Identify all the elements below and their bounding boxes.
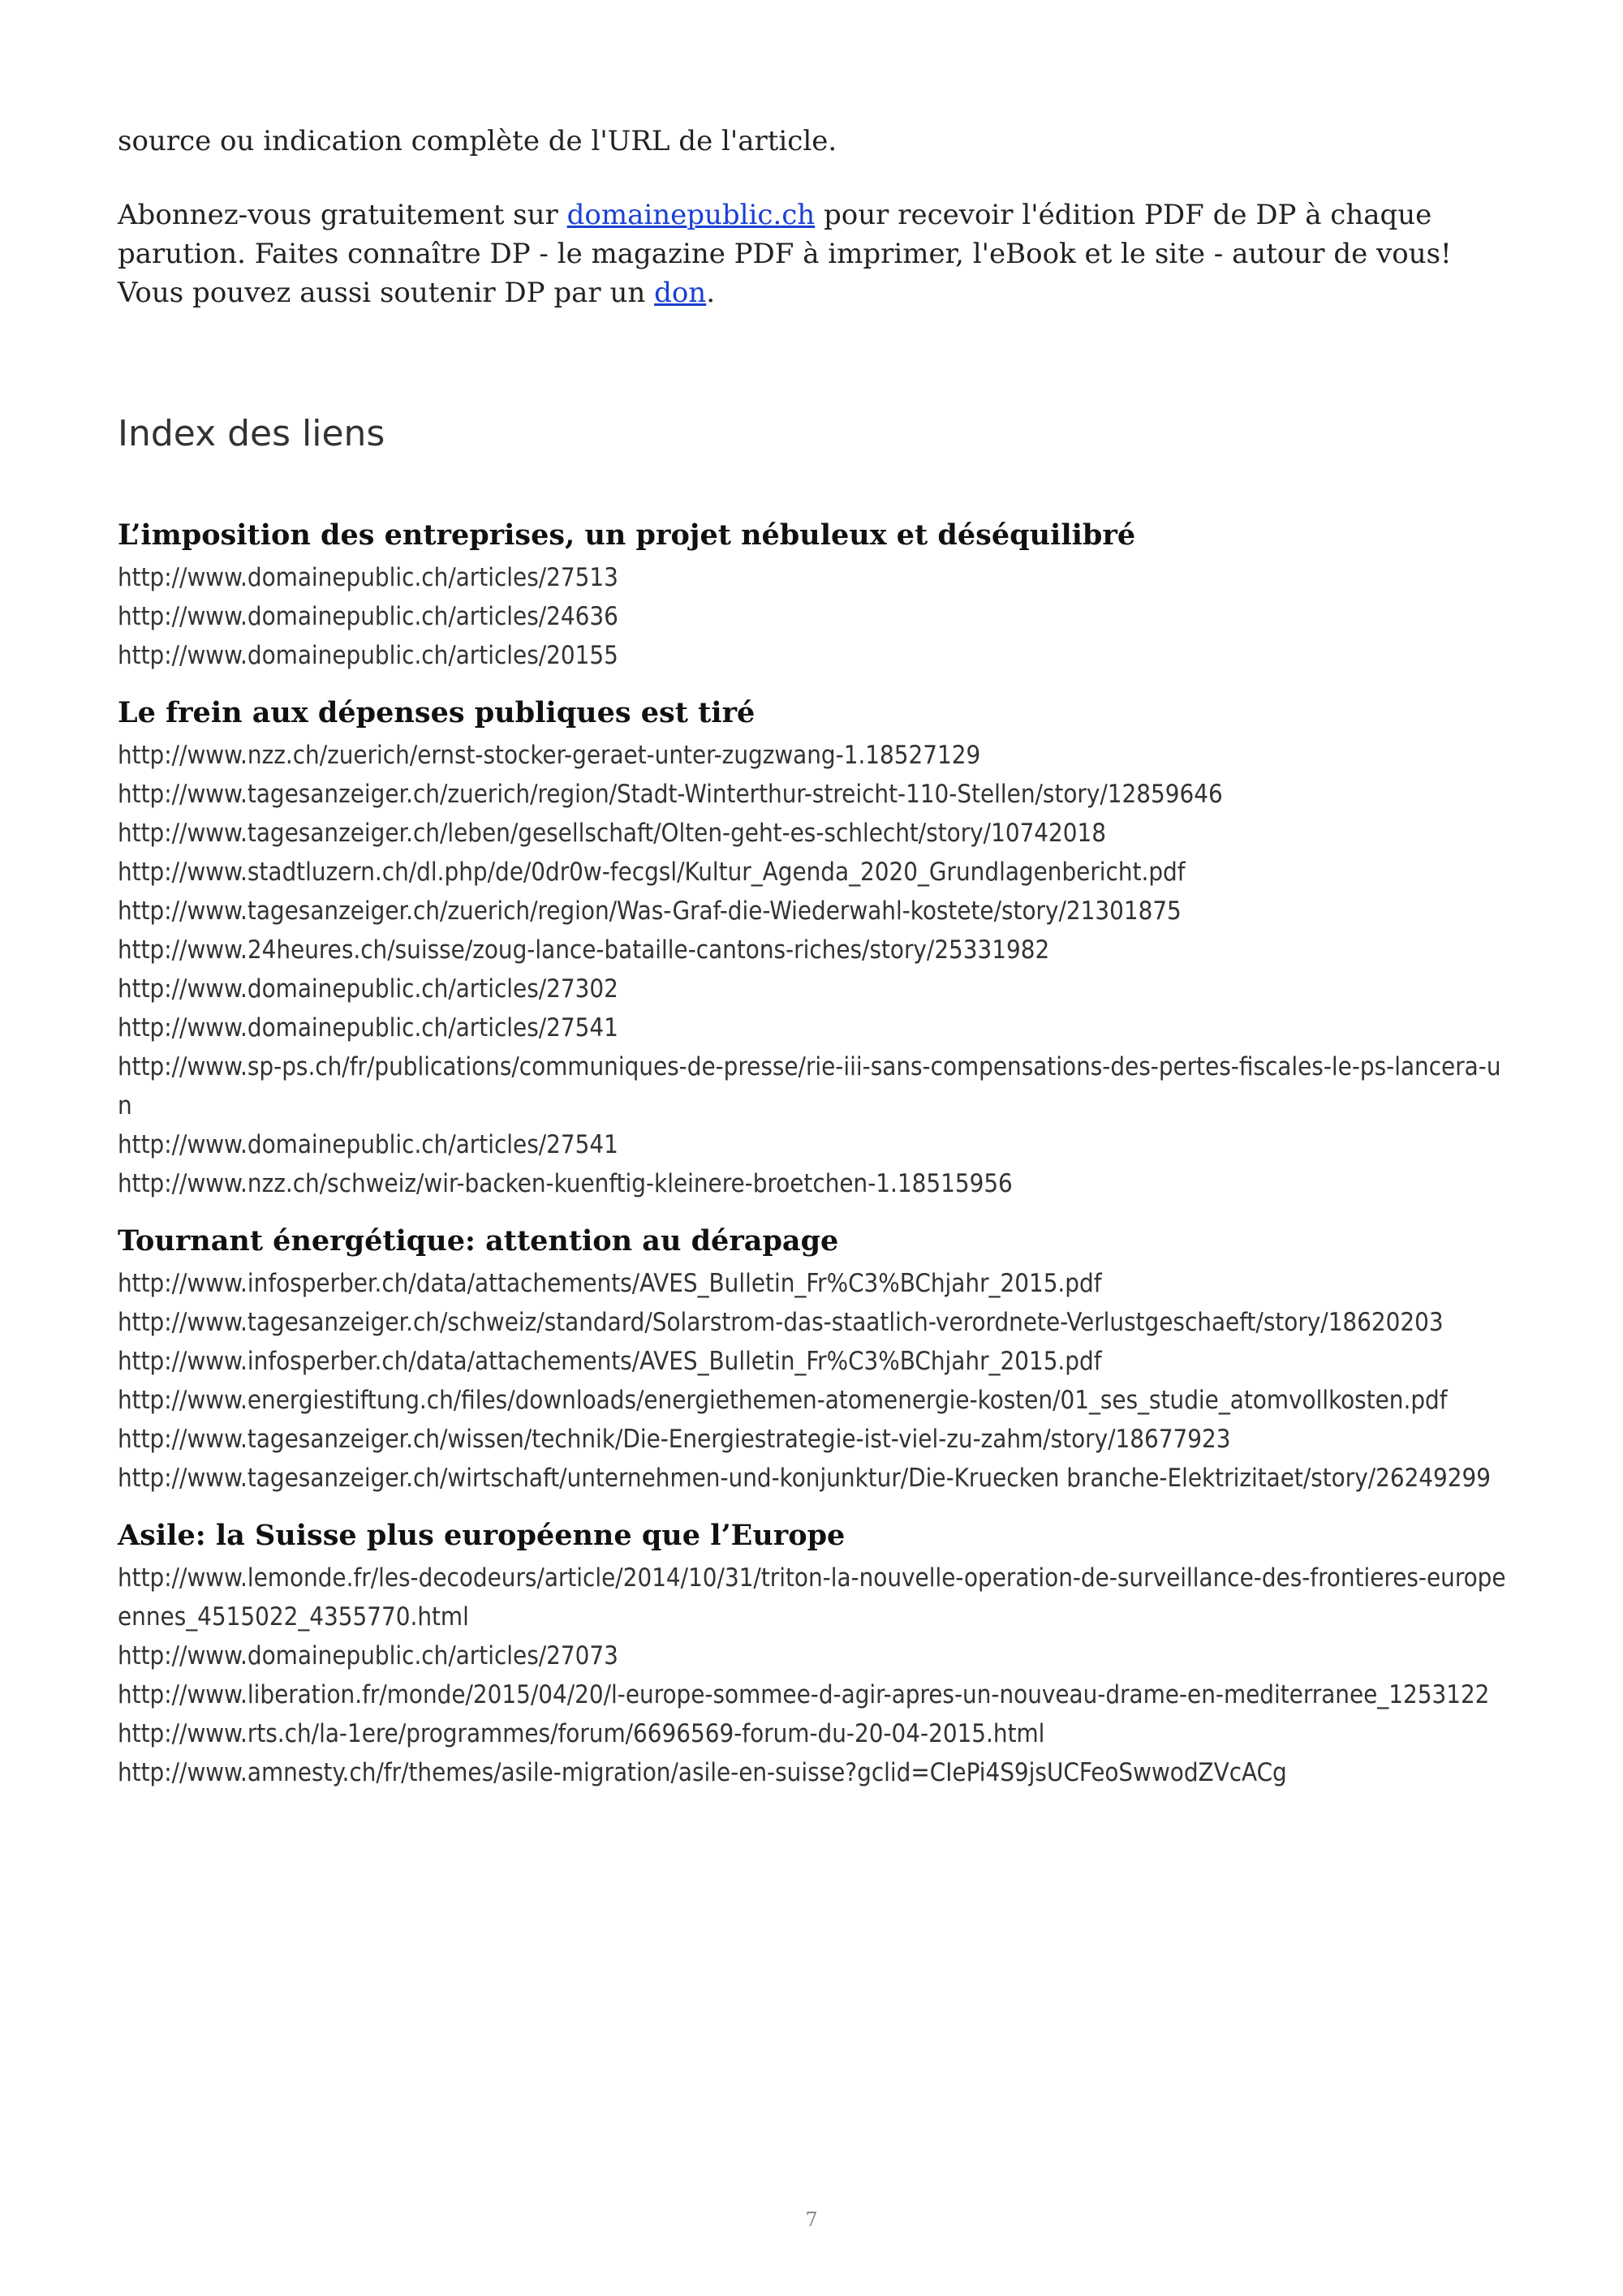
index-title: Index des liens xyxy=(118,413,385,454)
section-title: L’imposition des entreprises, un projet nébuleux et déséquilibré xyxy=(118,518,1136,552)
link-section xyxy=(118,1222,1513,1498)
link-section xyxy=(118,694,1513,1203)
document-page xyxy=(118,122,1513,1811)
link-url[interactable]: http://www.tagesanzeiger.ch/wissen/technik/Die-Energiestrategie-ist-viel-zu-zahm/story/18677923 xyxy=(118,1425,1231,1454)
link-url[interactable]: http://www.infosperber.ch/data/attachements/AVES_Bulletin_Fr%C3%BChjahr_2015.pdf xyxy=(118,1269,1102,1298)
link-url[interactable]: http://www.tagesanzeiger.ch/schweiz/standard/Solarstrom-das-staatlich-verordnete-Verlustgeschaeft/story/18620203 xyxy=(118,1308,1444,1337)
section-title: Tournant énergétique: attention au dérapage xyxy=(118,1224,839,1258)
domainepublic-link[interactable]: domainepublic.ch xyxy=(566,199,816,231)
link-url[interactable]: http://www.domainepublic.ch/articles/27541 xyxy=(118,1130,618,1159)
subscribe-text-end: . xyxy=(706,277,716,309)
link-url[interactable]: http://www.sp-ps.ch/fr/publications/communiques-de-presse/rie-iii-sans-compensations-des-pertes-fiscales-le-ps-lancera-un xyxy=(118,1052,1501,1120)
link-url[interactable]: http://www.domainepublic.ch/articles/27541 xyxy=(118,1013,618,1043)
intro-block xyxy=(118,122,1513,312)
link-section xyxy=(118,516,1513,675)
link-url[interactable]: http://www.tagesanzeiger.ch/wirtschaft/unternehmen-und-konjunktur/Die-Kruecken branche-Elektrizitaet/story/26249299 xyxy=(118,1464,1492,1493)
link-url[interactable]: http://www.amnesty.ch/fr/themes/asile-migration/asile-en-suisse?gclid=CIePi4S9jsUCFeoSwwodZVcACg xyxy=(118,1758,1287,1787)
link-list xyxy=(118,1264,1513,1498)
link-section xyxy=(118,1516,1513,1792)
link-url[interactable]: http://www.domainepublic.ch/articles/27513 xyxy=(118,563,618,592)
intro-line: source ou indication complète de l'URL de l'article. xyxy=(118,125,837,157)
link-index xyxy=(118,516,1513,1792)
link-url[interactable]: http://www.nzz.ch/zuerich/ernst-stocker-geraet-unter-zugzwang-1.18527129 xyxy=(118,741,981,770)
link-url[interactable]: http://www.infosperber.ch/data/attachements/AVES_Bulletin_Fr%C3%BChjahr_2015.pdf xyxy=(118,1347,1102,1376)
link-url[interactable]: http://www.tagesanzeiger.ch/zuerich/region/Was-Graf-die-Wiederwahl-kostete/story/21301875 xyxy=(118,896,1182,926)
link-list xyxy=(118,558,1513,675)
page-number: 7 xyxy=(805,2208,818,2231)
link-url[interactable]: http://www.domainepublic.ch/articles/27302 xyxy=(118,974,618,1004)
link-url[interactable]: http://www.24heures.ch/suisse/zoug-lance-bataille-cantons-riches/story/25331982 xyxy=(118,935,1050,965)
link-list xyxy=(118,736,1513,1203)
subscribe-text-middle: pour recevoir l'édition PDF de DP à chaque parution. Faites connaître DP - le magazine PDF à imprimer, l'eBook et le site - autour de vous! Vous pouvez aussi soutenir DP par un xyxy=(118,199,1452,309)
link-url[interactable]: http://www.domainepublic.ch/articles/20155 xyxy=(118,641,618,670)
link-list xyxy=(118,1559,1513,1792)
subscribe-text-before: Abonnez-vous gratuitement sur xyxy=(118,199,567,231)
link-url[interactable]: http://www.domainepublic.ch/articles/24636 xyxy=(118,602,618,631)
link-url[interactable]: http://www.stadtluzern.ch/dl.php/de/0dr0w-fecgsl/Kultur_Agenda_2020_Grundlagenbericht.pdf xyxy=(118,858,1186,887)
subscribe-paragraph xyxy=(118,196,1513,312)
link-url[interactable]: http://www.energiestiftung.ch/files/downloads/energiethemen-atomenergie-kosten/01_ses_studie_atomvollkosten.pdf xyxy=(118,1386,1448,1415)
link-url[interactable]: http://www.domainepublic.ch/articles/27073 xyxy=(118,1641,618,1670)
section-title: Le frein aux dépenses publiques est tiré xyxy=(118,696,756,729)
link-url[interactable]: http://www.liberation.fr/monde/2015/04/20/l-europe-sommee-d-agir-apres-un-nouveau-drame-en-mediterranee_1253122 xyxy=(118,1680,1490,1709)
link-url[interactable]: http://www.lemonde.fr/les-decodeurs/article/2014/10/31/triton-la-nouvelle-operation-de-surveillance-des-frontieres-europeennes_4515022_4355770.html xyxy=(118,1563,1506,1632)
link-url[interactable]: http://www.tagesanzeiger.ch/zuerich/region/Stadt-Winterthur-streicht-110-Stellen/story/12859646 xyxy=(118,780,1223,809)
link-url[interactable]: http://www.rts.ch/la-1ere/programmes/forum/6696569-forum-du-20-04-2015.html xyxy=(118,1719,1045,1748)
link-url[interactable]: http://www.nzz.ch/schweiz/wir-backen-kuenftig-kleinere-broetchen-1.18515956 xyxy=(118,1169,1013,1198)
link-url[interactable]: http://www.tagesanzeiger.ch/leben/gesellschaft/Olten-geht-es-schlecht/story/10742018 xyxy=(118,819,1107,848)
donation-link[interactable]: don xyxy=(654,277,707,309)
section-title: Asile: la Suisse plus européenne que l’Europe xyxy=(118,1519,846,1552)
